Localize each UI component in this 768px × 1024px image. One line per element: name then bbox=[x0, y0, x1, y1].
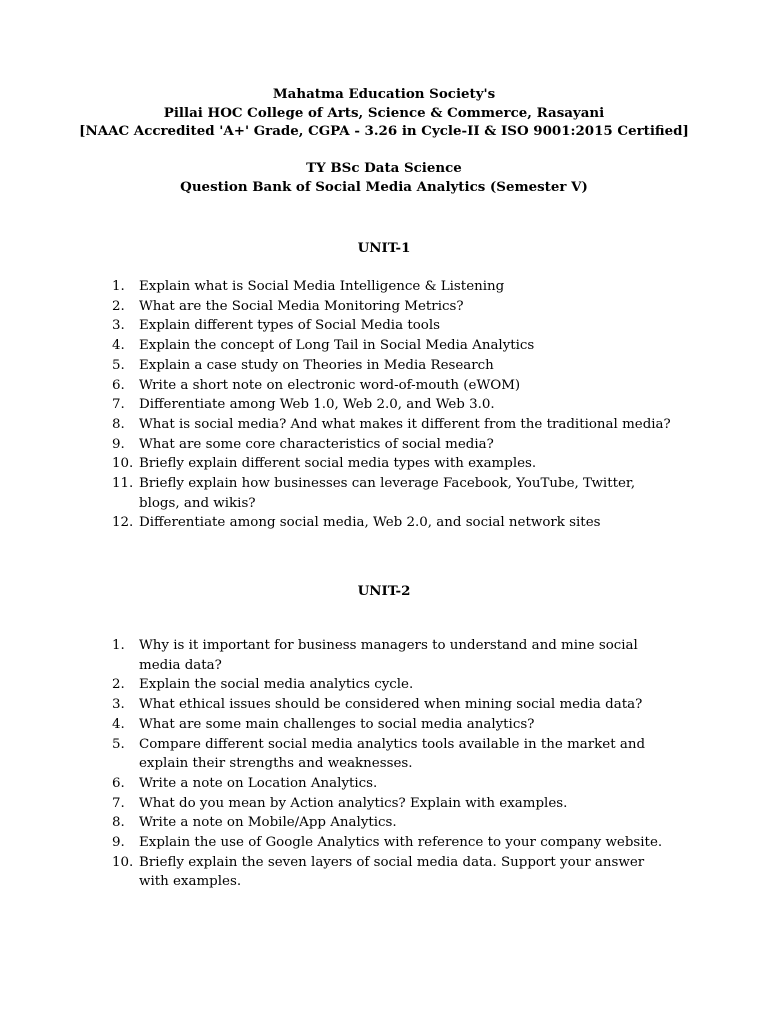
question-text: Differentiate among Web 1.0, Web 2.0, and Web 3.0. bbox=[139, 397, 495, 413]
question-text: Explain the use of Google Analytics with reference to your company website. bbox=[139, 835, 663, 851]
question-number: 3. bbox=[112, 318, 125, 334]
question-number: 10. bbox=[112, 854, 134, 870]
unit-2-question-list bbox=[112, 636, 672, 892]
question-item bbox=[112, 474, 672, 513]
question-item bbox=[112, 336, 672, 356]
question-item bbox=[112, 513, 672, 533]
document-title: Question Bank of Social Media Analytics (Semester V) bbox=[180, 178, 588, 195]
question-item bbox=[112, 376, 672, 396]
question-number: 4. bbox=[112, 716, 125, 732]
question-item bbox=[112, 297, 672, 317]
question-item bbox=[112, 277, 672, 297]
unit-2-heading: UNIT-2 bbox=[357, 583, 411, 599]
question-number: 4. bbox=[112, 338, 125, 354]
question-number: 1. bbox=[112, 638, 125, 653]
question-item bbox=[112, 853, 672, 892]
question-item bbox=[112, 454, 672, 474]
question-number: 6. bbox=[112, 377, 125, 393]
question-item bbox=[112, 715, 672, 735]
question-text: What are some main challenges to social media analytics? bbox=[139, 716, 535, 732]
question-text: What is social media? And what makes it different from the traditional media? bbox=[139, 416, 671, 432]
question-text: Explain the social media analytics cycle. bbox=[139, 677, 414, 693]
question-text: Explain different types of Social Media tools bbox=[139, 318, 440, 334]
question-number: 8. bbox=[112, 416, 125, 432]
question-number: 9. bbox=[112, 436, 125, 452]
question-text: What ethical issues should be considered when mining social media data? bbox=[139, 697, 643, 713]
question-text: Explain the concept of Long Tail in Social Media Analytics bbox=[139, 338, 535, 354]
question-text: Write a note on Mobile/App Analytics. bbox=[139, 815, 397, 831]
question-text: Compare different social media analytics tools available in the market and explain their strengths and weaknesses. bbox=[139, 736, 646, 772]
question-text: Write a short note on electronic word-of-mouth (eWOM) bbox=[139, 377, 521, 393]
question-item bbox=[112, 356, 672, 376]
accreditation-line: [NAAC Accredited 'A+' Grade, CGPA - 3.26 in Cycle-II & ISO 9001:2015 Certified] bbox=[79, 123, 689, 140]
question-number: 1. bbox=[112, 279, 125, 294]
question-item bbox=[112, 695, 672, 715]
question-number: 11. bbox=[112, 476, 134, 492]
question-item bbox=[112, 316, 672, 336]
question-number: 5. bbox=[112, 736, 125, 752]
question-item bbox=[112, 813, 672, 833]
question-item bbox=[112, 395, 672, 415]
question-item bbox=[112, 774, 672, 794]
question-item bbox=[112, 735, 672, 774]
question-text: Why is it important for business managers to understand and mine social media data? bbox=[139, 638, 638, 673]
question-item bbox=[112, 675, 672, 695]
question-text: Explain what is Social Media Intelligence & Listening bbox=[139, 279, 505, 294]
question-number: 8. bbox=[112, 815, 125, 831]
question-number: 7. bbox=[112, 795, 125, 811]
question-item bbox=[112, 415, 672, 435]
society-name: Mahatma Education Society's bbox=[272, 86, 496, 102]
question-text: What are the Social Media Monitoring Metrics? bbox=[139, 298, 464, 314]
question-number: 12. bbox=[112, 515, 134, 531]
question-text: What are some core characteristics of social media? bbox=[139, 436, 494, 452]
question-number: 2. bbox=[112, 677, 125, 693]
course-name: TY BSc Data Science bbox=[306, 160, 462, 177]
question-number: 2. bbox=[112, 298, 125, 314]
question-number: 10. bbox=[112, 456, 134, 472]
question-text: Explain a case study on Theories in Media Research bbox=[139, 357, 494, 373]
question-number: 5. bbox=[112, 357, 125, 373]
question-number: 7. bbox=[112, 397, 125, 413]
unit-1-question-list bbox=[112, 277, 672, 533]
question-text: Briefly explain different social media types with examples. bbox=[139, 456, 537, 472]
question-text: Briefly explain how businesses can leverage Facebook, YouTube, Twitter, blogs, and wikis? bbox=[139, 476, 636, 511]
question-text: What do you mean by Action analytics? Explain with examples. bbox=[139, 795, 568, 811]
question-text: Write a note on Location Analytics. bbox=[139, 775, 378, 791]
question-number: 9. bbox=[112, 835, 125, 851]
unit-1-heading: UNIT-1 bbox=[357, 240, 411, 256]
question-number: 6. bbox=[112, 775, 125, 791]
college-name: Pillai HOC College of Arts, Science & Commerce, Rasayani bbox=[163, 104, 605, 121]
question-item bbox=[112, 636, 672, 675]
question-text: Briefly explain the seven layers of social media data. Support your answer with examples. bbox=[139, 854, 645, 890]
question-number: 3. bbox=[112, 697, 125, 713]
question-text: Differentiate among social media, Web 2.0, and social network sites bbox=[139, 515, 601, 531]
document-header bbox=[0, 85, 768, 197]
question-item bbox=[112, 833, 672, 853]
question-item bbox=[112, 435, 672, 455]
question-item bbox=[112, 794, 672, 814]
